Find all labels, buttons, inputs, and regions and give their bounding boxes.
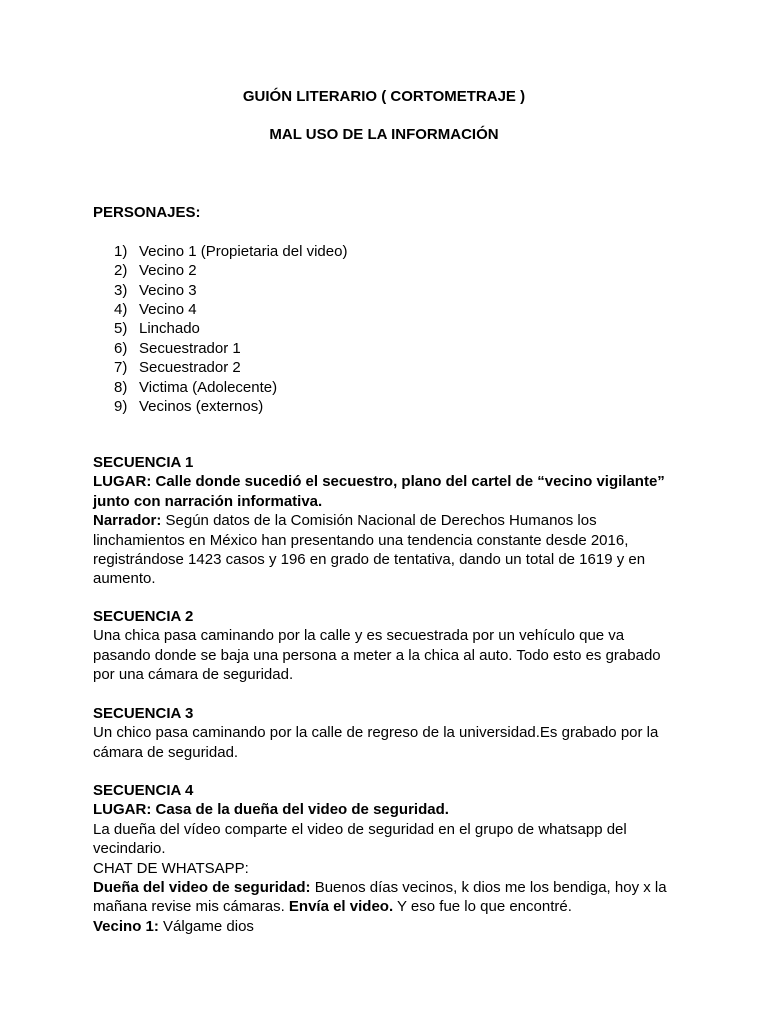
sequence-heading: SECUENCIA 1 [93, 454, 194, 471]
sequence-text: Una chica pasa caminando por la calle y es secuestrada por un vehículo que va pasando donde se baja una persona a meter a la chica al auto. Todo esto es grabado por una cámara de seguridad. [93, 627, 661, 684]
list-item: 2) Vecino 2 [114, 262, 197, 280]
sequence-1 [93, 453, 673, 589]
document-subtitle: MAL USO DE LA INFORMACIÓN [269, 126, 499, 143]
list-item: 5) Linchado [114, 320, 200, 338]
sequence-4 [93, 781, 673, 936]
sequence-2 [93, 607, 673, 685]
narrator-label: Narrador: [93, 512, 162, 530]
list-item: 8) Victima (Adolecente) [114, 378, 278, 396]
sequence-heading: SECUENCIA 4 [93, 782, 194, 799]
chat-line-owner [93, 878, 673, 917]
sequence-3 [93, 704, 673, 762]
sequence-text: Un chico pasa caminando por la calle de regreso de la universidad.Es grabado por la cámara de seguridad. [93, 724, 659, 761]
character-name: Vecino 1 (Propietaria del video) [139, 242, 348, 260]
dialogue-text: Y eso fue lo que encontré. [393, 898, 572, 916]
narration-paragraph [93, 511, 673, 589]
sequence-heading: SECUENCIA 3 [93, 705, 194, 722]
characters-heading: PERSONAJES: [93, 204, 201, 221]
character-name: Vecino 4 [139, 300, 197, 318]
list-item: 9) Vecinos (externos) [114, 397, 264, 415]
narrator-text: Según datos de la Comisión Nacional de Derechos Humanos los linchamientos en México han presentando una tendencia constante desde 2016, registrándose 1423 casos y 196 en grado de tentativa, dando un total de 1619 y en aumento. [93, 512, 646, 588]
character-name: Vecino 2 [139, 262, 197, 280]
list-item: 1) Vecino 1 (Propietaria del video) [114, 242, 348, 260]
sequence-heading: SECUENCIA 2 [93, 608, 194, 625]
list-item: 3) Vecino 3 [114, 281, 197, 299]
document-title: GUIÓN LITERARIO ( CORTOMETRAJE ) [242, 88, 526, 105]
location-line: LUGAR: Calle donde sucedió el secuestro, plano del cartel de “vecino vigilante” junto con narración informativa. [93, 473, 665, 510]
sequence-text: La dueña del vídeo comparte el video de seguridad en el grupo de whatsapp del vecindario. [93, 820, 627, 858]
speaker-label: Dueña del video de seguridad: [93, 879, 311, 897]
character-name: Secuestrador 2 [139, 359, 241, 377]
characters-list [93, 242, 673, 417]
characters-section [93, 203, 673, 416]
list-item: 4) Vecino 4 [114, 300, 197, 318]
chat-heading: CHAT DE WHATSAPP: [93, 859, 249, 877]
chat-line-vecino1 [93, 917, 673, 936]
character-name: Secuestrador 1 [139, 339, 241, 357]
dialogue-text: Buenos días vecinos, k dios me los bendiga, hoy x la mañana revise mis cámaras. [93, 879, 667, 916]
character-name: Vecinos (externos) [139, 397, 264, 415]
stage-direction: Envía el video. [288, 898, 394, 916]
location-line: LUGAR: Casa de la dueña del video de seguridad. [93, 801, 449, 819]
character-name: Linchado [139, 320, 200, 338]
character-name: Vecino 3 [139, 281, 197, 299]
speaker-label: Vecino 1: [93, 917, 159, 935]
list-item: 6) Secuestrador 1 [114, 339, 241, 357]
character-name: Victima (Adolecente) [139, 378, 278, 396]
dialogue-text: Válgame dios [158, 917, 254, 935]
list-item: 7) Secuestrador 2 [114, 359, 241, 377]
